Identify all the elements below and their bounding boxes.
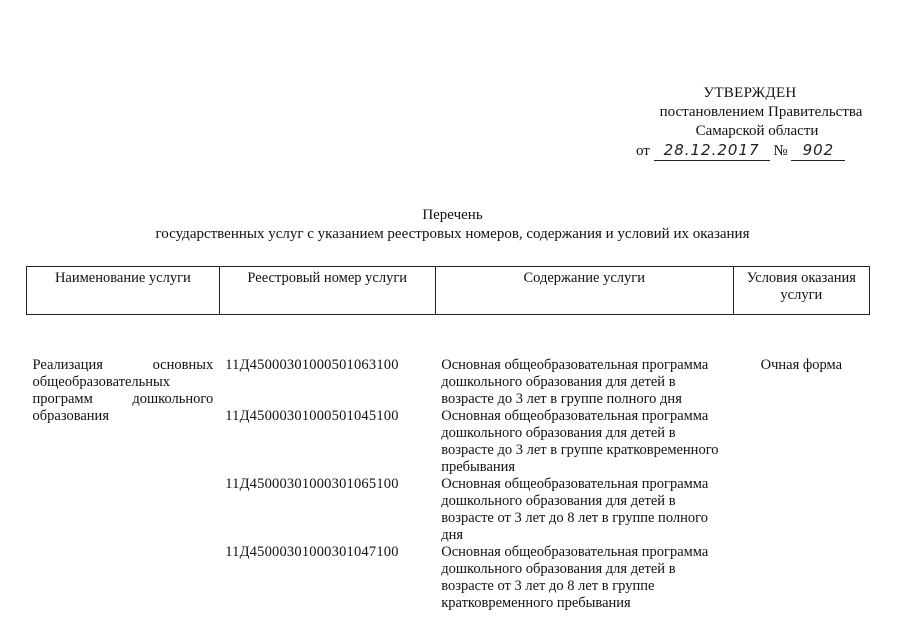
date-prefix: от: [636, 143, 650, 159]
table-row: [27, 357, 870, 408]
header-registry-number: Реестровый номер услуги: [219, 267, 435, 315]
handwritten-number: 902: [791, 141, 845, 161]
content-cell: Основная общеобразовательная программа дошкольного образования для детей в возрасте от 3 лет до 8 лет в группе полного дня: [441, 476, 709, 543]
services-table: [26, 266, 870, 612]
registry-number-cell: 11Д45000301000501063100: [225, 357, 399, 373]
approval-line-region: Самарской области: [695, 123, 819, 139]
content-cell: Основная общеобразовательная программа дошкольного образования для детей в возрасте до 3 лет в группе кратковременного пребывания: [441, 408, 719, 475]
content-cell: Основная общеобразовательная программа дошкольного образования для детей в возрасте до 3 лет в группе полного дня: [441, 357, 709, 407]
content-cell: Основная общеобразовательная программа дошкольного образования для детей в возрасте от 3 лет до 8 лет в группе кратковременного пребывания: [441, 544, 709, 611]
title-line-2: государственных услуг с указанием реестровых номеров, содержания и условий их оказания: [155, 226, 750, 242]
registry-number-cell: 11Д45000301000301065100: [225, 476, 399, 492]
table-header-row: [27, 267, 870, 315]
number-sign: №: [773, 143, 788, 159]
table-spacer: [27, 315, 870, 358]
header-content: Содержание услуги: [435, 267, 733, 315]
handwritten-date: 28.12.2017: [654, 141, 770, 161]
approval-date-line: [600, 141, 870, 161]
document-title: [0, 206, 905, 244]
approval-heading: УТВЕРЖДЕН: [703, 85, 797, 101]
registry-number-cell: 11Д45000301000301047100: [225, 544, 399, 560]
header-conditions: Условия оказания услуги: [733, 267, 869, 315]
condition-cell: Очная форма: [760, 357, 843, 373]
service-name-cell: Реализация основных общеобразовательных программ дошкольного образования: [32, 357, 214, 424]
title-line-1: Перечень: [422, 207, 483, 223]
approval-block: [600, 84, 870, 161]
registry-number-cell: 11Д45000301000501045100: [225, 408, 399, 424]
approval-line-resolution: постановлением Правительства: [659, 104, 863, 120]
header-service-name: Наименование услуги: [27, 267, 220, 315]
